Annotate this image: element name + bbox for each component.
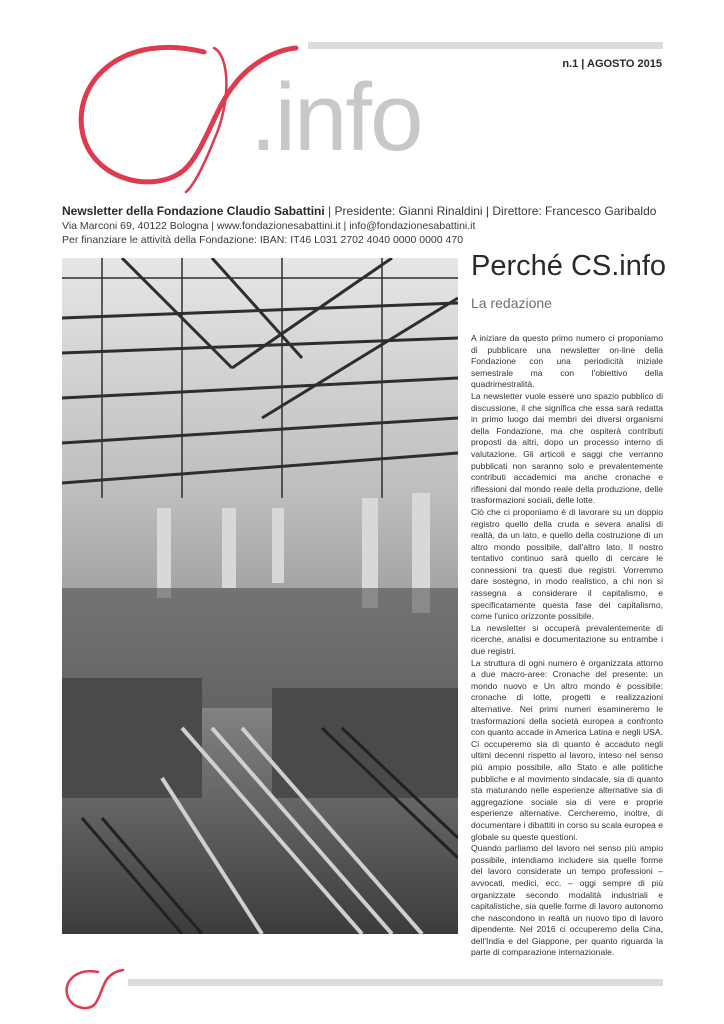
paragraph: La newsletter si occuperà prevalentemente di ricerche, analisi e documentazione su entrambe i due registri. <box>471 622 663 657</box>
brand-title: .info <box>250 64 422 171</box>
footer-cs-logo-icon <box>62 968 126 1014</box>
masthead-line-1 <box>62 203 662 219</box>
masthead <box>62 203 662 248</box>
factory-photo <box>62 258 458 934</box>
article-title: Perché CS.info <box>471 250 667 282</box>
article-body <box>471 333 663 959</box>
paragraph: La struttura di ogni numero è organizzata attorno a due macro-aree: Cronache del presente: un mondo nuovo e Un altro mondo è possibile: cronache di lotte, progetti e realizzazioni alternative. Nei primi numeri esamineremo le trasformazioni della società europea a confronto con quanto accade in America Latina e negli USA. Ci occuperemo sia di quanto è accaduto negli ultimi decenni rispetto al lavoro, inteso nel senso più ampio possibile, allo Stato e alle politiche pubbliche e al movimento sindacale, sia di quanto sta maturando nelle esperienze alternative sia di aggregazione sociale sia di vere e proprie esperienze alternative. Cercheremo, inoltre, di documentare i dibattiti in corso su scala europea e globale su queste questioni. <box>471 657 663 842</box>
factory-photo-icon <box>62 258 458 934</box>
paragraph: Ciò che ci proponiamo è di lavorare su un doppio registro quello della cruda e severa analisi di realtà, da un lato, e quello della costruzione di un altro mondo possibile, dall'altro lato. Il nostro tentativo continuo sarà quello di cercare le connessioni tra questi due registri. Vorremmo dare sostegno, in modo realistico, a chi non si rassegna a considerare il capitalismo, e specificatamente questa fase del capitalismo, come l'unico orizzonte possibile. <box>471 506 663 622</box>
paragraph: Quando parliamo del lavoro nel senso più ampio possibile, intendiamo includere sia quelle forme del lavoro considerate un tempo professioni – avvocati, medici, ecc. – oggi sempre di più organizzate secondo modalità industriali e capitalistiche, sia quelle forme di lavoro autonomo che nascondono in realtà un nuovo tipo di lavoro dipendente. Nel 2016 ci occuperemo della Cina, dell'India e del Giappone, per quanto riguarda la parte di comparazione internazionale. <box>471 843 663 958</box>
article-subtitle: La redazione <box>471 295 552 311</box>
top-rule <box>308 42 663 49</box>
bottom-rule <box>128 979 663 986</box>
masthead-roles: | Presidente: Gianni Rinaldini | Direttore: Francesco Garibaldo <box>324 204 657 218</box>
paragraph: La newsletter vuole essere uno spazio pubblico di discussione, il che significa che essa sarà redatta in primo luogo dai membri dei diversi organismi della Fondazione, ma che ospiterà contributi proposti da altri, dopo un processo interno di valutazione. Gli articoli e saggi che verranno pubblicati non saranno solo e prevalentemente contributi accademici ma anche cronache e riflessioni dal mondo reale della produzione, delle trasformazioni sociali, delle lotte. <box>471 390 663 506</box>
paragraph: A iniziare da questo primo numero ci proponiamo di pubblicare una newsletter on-line della Fondazione con una periodicità iniziale semestrale ma con l'obiettivo della quadrimestralità. <box>471 333 663 390</box>
org-name: Newsletter della Fondazione Claudio Sabattini <box>62 204 325 218</box>
masthead-funding: Per finanziare le attività della Fondazione: IBAN: IT46 L031 2702 4040 0000 0000 470 <box>62 234 464 247</box>
masthead-contacts: Via Marconi 69, 40122 Bologna | www.fondazionesabattini.it | info@fondazionesabattini.it <box>62 220 476 233</box>
issue-label: n.1 | AGOSTO 2015 <box>562 58 662 70</box>
